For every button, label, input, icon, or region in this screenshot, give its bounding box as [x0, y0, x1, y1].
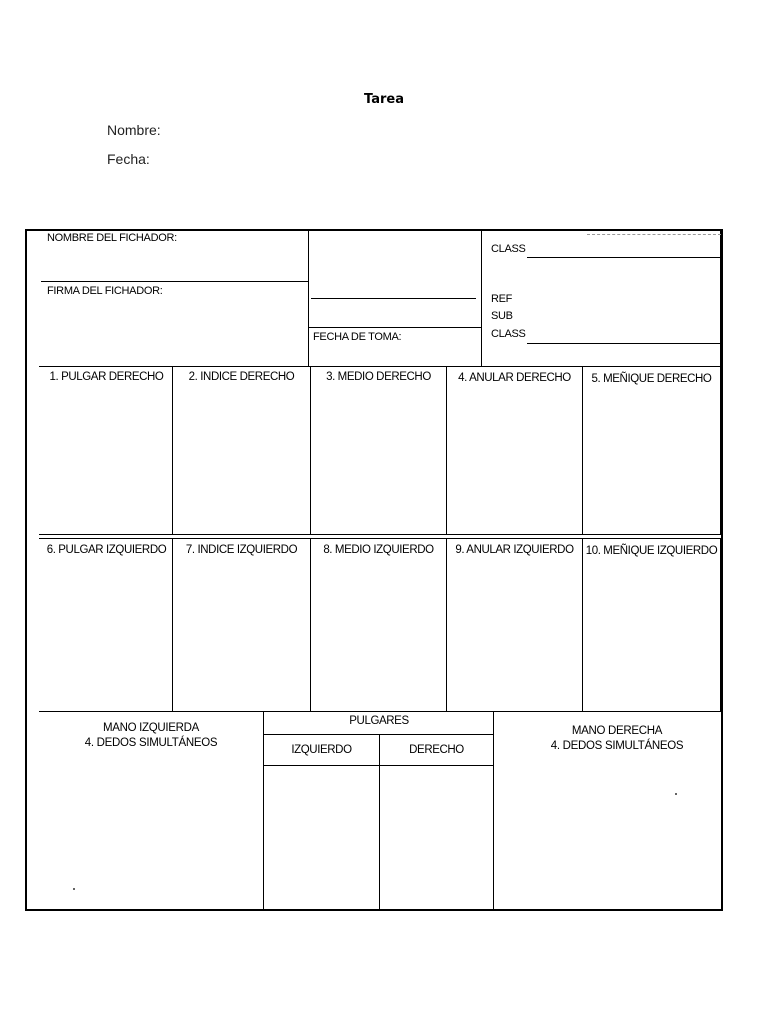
header-divider-1 — [308, 231, 309, 366]
left-hand-simultaneous — [67, 721, 235, 751]
right-hand-subtitle: 4. DEDOS SIMULTÁNEOS — [550, 740, 684, 752]
header-divider-2 — [481, 231, 482, 366]
header-separator — [39, 366, 721, 367]
thumb-left-label: IZQUIERDO — [291, 744, 352, 756]
class-top-line — [527, 257, 721, 258]
thumbs-divider — [379, 734, 380, 911]
class-bottom-label: CLASS — [491, 328, 526, 340]
thumbs-subheader-line — [264, 765, 494, 766]
scan-speck — [675, 793, 677, 795]
left-middle-label: 8. MEDIO IZQUIERDO — [323, 544, 434, 556]
row-separator-b — [39, 538, 721, 539]
thumb-right-label: DERECHO — [409, 744, 464, 756]
left-hand-subtitle: 4. DEDOS SIMULTÁNEOS — [84, 737, 218, 749]
bottom-divider-2 — [493, 711, 494, 911]
nombre-field-label: Nombre: — [107, 122, 161, 138]
right-row-divider-3 — [446, 367, 447, 535]
fecha-toma-label: FECHA DE TOMA: — [313, 331, 402, 343]
row-separator-a — [39, 534, 721, 535]
bottom-separator — [39, 711, 721, 712]
thumbs-label: PULGARES — [349, 715, 409, 727]
left-row-border — [720, 539, 721, 711]
left-little-label: 10. MEÑIQUE IZQUIERDO — [585, 545, 718, 557]
firma-fichador-label: FIRMA DEL FICHADOR: — [47, 285, 163, 297]
left-hand-title: MANO IZQUIERDA — [102, 722, 200, 734]
right-row-divider-4 — [582, 367, 583, 535]
right-hand-title: MANO DERECHA — [571, 725, 663, 737]
right-little-label: 5. MEÑIQUE DERECHO — [591, 373, 712, 385]
nombre-fichador-line — [41, 281, 309, 282]
right-index-label: 2. INDICE DERECHO — [188, 371, 295, 383]
fingerprint-card — [25, 229, 723, 911]
right-middle-label: 3. MEDIO DERECHO — [326, 371, 431, 383]
bottom-divider-1 — [263, 711, 264, 911]
left-ring-label: 9. ANULAR IZQUIERDO — [455, 544, 574, 556]
thumbs-header-line — [264, 734, 494, 735]
sub-label: SUB — [491, 310, 513, 322]
right-hand-simultaneous — [527, 724, 707, 754]
fecha-field-label: Fecha: — [107, 151, 150, 167]
signature-line — [311, 298, 476, 299]
faint-dash-line — [587, 234, 721, 236]
scan-speck — [73, 888, 75, 890]
class-bottom-line — [527, 343, 721, 344]
header-right-border — [720, 231, 721, 366]
left-row-divider-3 — [446, 539, 447, 711]
class-top-label: CLASS — [491, 243, 526, 255]
left-index-label: 7. INDICE IZQUIERDO — [185, 544, 298, 556]
fecha-toma-top-line — [309, 327, 481, 328]
right-row-border — [720, 367, 721, 535]
ref-label: REF — [491, 293, 513, 305]
page-title: Tarea — [364, 92, 404, 107]
left-row-divider-2 — [310, 539, 311, 711]
right-ring-label: 4. ANULAR DERECHO — [458, 372, 571, 384]
right-row-divider-2 — [310, 367, 311, 535]
right-row-divider-1 — [172, 367, 173, 535]
nombre-fichador-label: NOMBRE DEL FICHADOR: — [47, 232, 177, 244]
right-thumb-label: 1. PULGAR DERECHO — [49, 371, 164, 383]
left-thumb-label: 6. PULGAR IZQUIERDO — [46, 544, 167, 556]
left-row-divider-1 — [172, 539, 173, 711]
left-row-divider-4 — [582, 539, 583, 711]
